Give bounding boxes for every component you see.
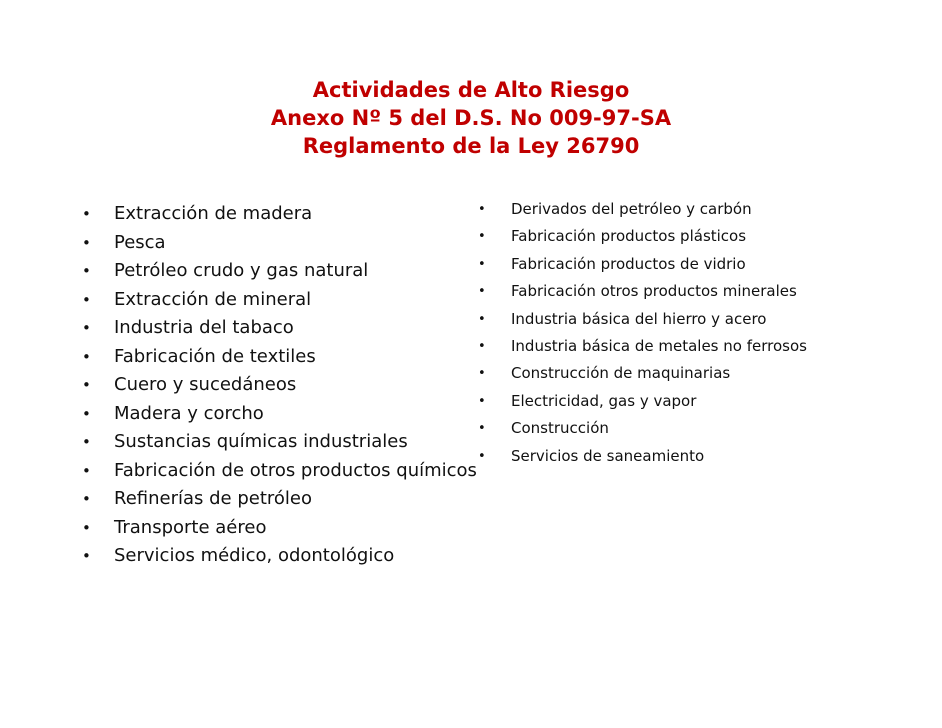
bullet-icon: • (478, 311, 486, 327)
left-list-item (78, 229, 477, 258)
list-item-label: Extracción de madera (114, 203, 313, 224)
slide-title (0, 76, 942, 160)
bullet-icon: • (82, 376, 91, 394)
bullet-icon: • (478, 421, 486, 437)
list-item-label: Industria básica de metales no ferrosos (511, 336, 807, 355)
left-list-item (78, 314, 477, 343)
right-list-item (474, 251, 807, 278)
bullet-icon: • (478, 256, 486, 272)
list-item-label: Fabricación productos plásticos (511, 227, 747, 246)
right-list-item (474, 360, 807, 387)
left-list-item (78, 200, 477, 229)
right-list-item (474, 306, 807, 333)
bullet-icon: • (82, 262, 91, 280)
list-item-label: Sustancias químicas industriales (114, 431, 408, 452)
list-item-label: Fabricación de textiles (114, 345, 316, 367)
list-item-label: Refinerías de petróleo (114, 488, 313, 509)
right-list-item (474, 196, 807, 223)
left-list-item (78, 542, 477, 571)
bullet-icon: • (478, 366, 486, 382)
list-item-label: Construcción de maquinarias (511, 364, 731, 383)
left-list-item (78, 428, 477, 457)
bullet-icon: • (82, 547, 91, 565)
bullet-icon: • (82, 290, 91, 309)
left-list-item (78, 485, 477, 514)
list-item-label: Industria del tabaco (114, 317, 294, 338)
left-list-item (78, 514, 477, 543)
bullet-icon: • (82, 347, 91, 366)
list-item-label: Servicios médico, odontológico (114, 545, 395, 566)
title-line-1: Actividades de Alto Riesgo (312, 78, 630, 102)
title-line-2: Anexo Nº 5 del D.S. No 009-97-SA (270, 106, 672, 130)
bullet-icon: • (82, 433, 91, 451)
list-item-label: Extracción de mineral (114, 288, 312, 310)
right-list-item (474, 415, 807, 442)
bullet-icon: • (82, 461, 91, 480)
bullet-icon: • (82, 404, 91, 423)
list-item-label: Petróleo crudo y gas natural (114, 260, 369, 281)
right-list-item (474, 278, 807, 305)
title-line-3: Reglamento de la Ley 26790 (302, 134, 640, 158)
bullet-icon: • (478, 202, 486, 217)
bullet-icon: • (478, 393, 486, 409)
bullet-icon: • (478, 448, 486, 464)
left-list-item (78, 400, 477, 429)
list-item-label: Fabricación de otros productos químicos (114, 459, 477, 481)
bullet-icon: • (478, 229, 486, 245)
bullet-icon: • (478, 284, 486, 300)
list-item-label: Electricidad, gas y vapor (511, 391, 697, 410)
bullet-icon: • (82, 518, 91, 537)
list-item-label: Cuero y sucedáneos (114, 374, 297, 395)
left-activity-list (78, 200, 477, 571)
list-item-label: Fabricación productos de vidrio (511, 254, 746, 273)
left-list-item (78, 457, 477, 486)
left-list-item (78, 343, 477, 372)
bullet-icon: • (82, 490, 91, 508)
list-item-label: Madera y corcho (114, 402, 264, 424)
left-list-item (78, 286, 477, 315)
list-item-label: Fabricación otros productos minerales (511, 282, 797, 301)
list-item-label: Construcción (511, 419, 609, 438)
right-list-item (474, 443, 807, 470)
list-item-label: Pesca (114, 231, 166, 253)
list-item-label: Derivados del petróleo y carbón (511, 200, 752, 218)
right-activity-list (474, 196, 807, 470)
right-list-item (474, 223, 807, 250)
list-item-label: Servicios de saneamiento (511, 446, 705, 465)
bullet-icon: • (82, 319, 91, 337)
left-list-item (78, 371, 477, 400)
bullet-icon: • (82, 205, 91, 223)
bullet-icon: • (82, 233, 91, 252)
right-list-item (474, 388, 807, 415)
left-list-item (78, 257, 477, 286)
right-list-item (474, 333, 807, 360)
list-item-label: Industria básica del hierro y acero (511, 309, 767, 328)
bullet-icon: • (478, 338, 486, 354)
list-item-label: Transporte aéreo (114, 516, 267, 538)
